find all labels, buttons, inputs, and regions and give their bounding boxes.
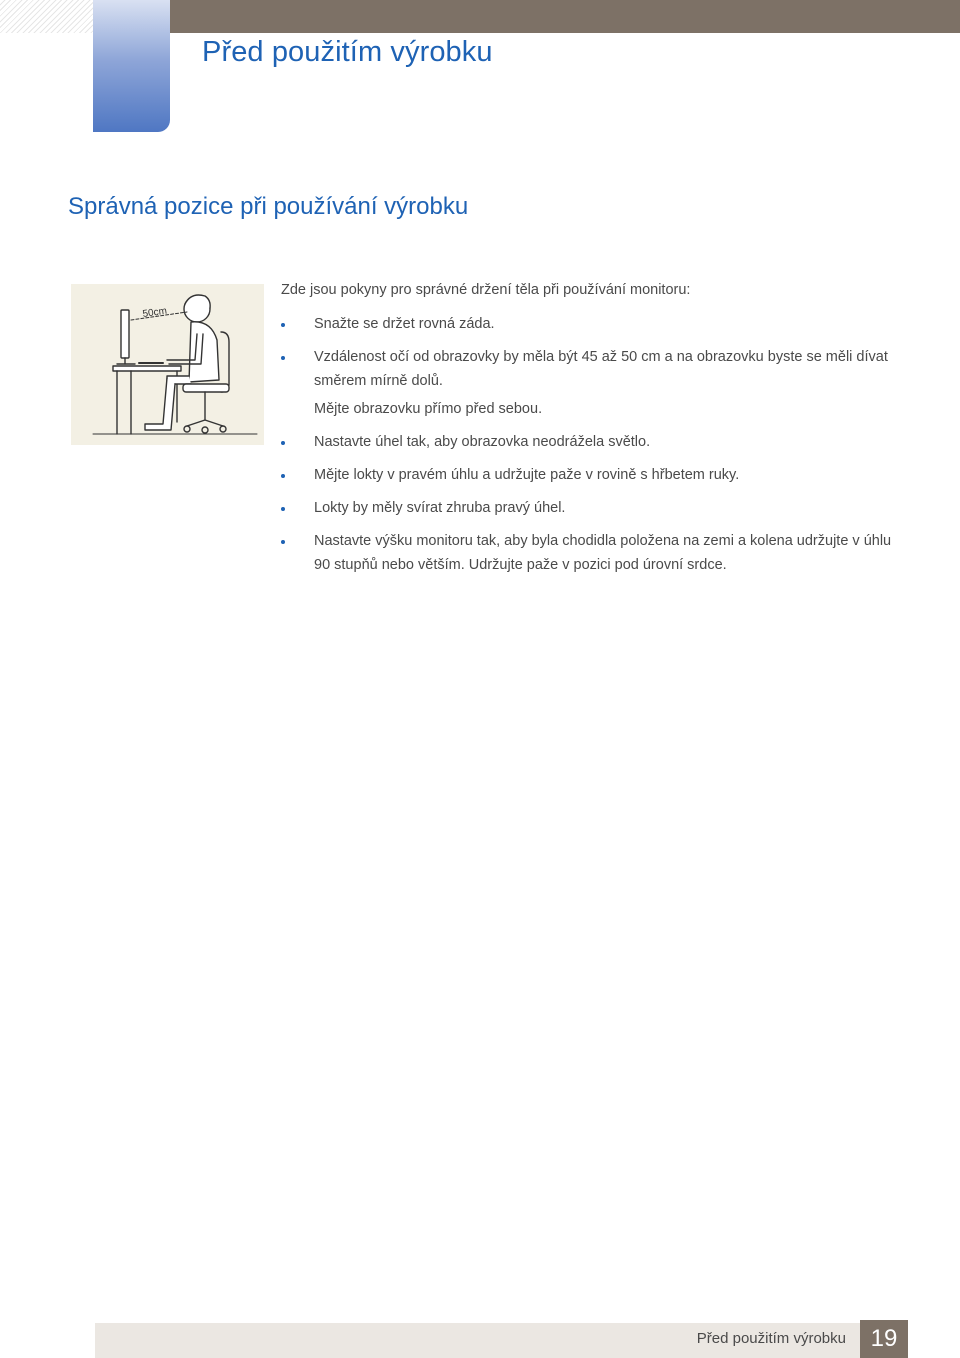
page-number: 19 bbox=[860, 1320, 908, 1358]
chapter-title: Před použitím výrobku bbox=[202, 36, 493, 68]
bullet-icon bbox=[281, 323, 285, 327]
bullet-icon bbox=[281, 441, 285, 445]
distance-label: 50cm bbox=[141, 305, 168, 320]
bullet-icon bbox=[281, 356, 285, 360]
list-item bbox=[281, 529, 901, 577]
chapter-tab bbox=[93, 0, 170, 132]
list-item bbox=[281, 463, 901, 487]
list-item bbox=[281, 345, 901, 393]
list-item bbox=[281, 496, 901, 520]
section-title: Správná pozice při používání výrobku bbox=[68, 193, 469, 220]
bullet-icon bbox=[281, 474, 285, 478]
list-item bbox=[281, 397, 901, 421]
posture-illustration bbox=[71, 284, 264, 445]
list-item bbox=[281, 312, 901, 336]
list-item-text: Nastavte úhel tak, aby obrazovka neodrážela světlo. bbox=[314, 434, 651, 450]
bullet-icon bbox=[281, 540, 285, 544]
person-at-monitor-drawing bbox=[71, 284, 264, 445]
header-hatch-pattern bbox=[0, 0, 93, 33]
list-item-text: Mějte lokty v pravém úhlu a udržujte paže v rovině s hřbetem ruky. bbox=[314, 467, 740, 483]
list-item-text: Nastavte výšku monitoru tak, aby byla chodidla položena na zemi a kolena udržujte v úhlu 90 stupňů nebo větším. Udržujte paže v pozici pod úrovní srdce. bbox=[314, 533, 892, 573]
list-item-text: Lokty by měly svírat zhruba pravý úhel. bbox=[314, 500, 566, 516]
header-bar bbox=[170, 0, 960, 33]
list-item-text: Vzdálenost očí od obrazovky by měla být 45 až 50 cm a na obrazovku byste se měli dívat směrem mírně dolů. bbox=[314, 349, 888, 389]
list-item-text: Mějte obrazovku přímo před sebou. bbox=[314, 401, 543, 417]
posture-list bbox=[281, 312, 901, 586]
intro-text: Zde jsou pokyny pro správné držení těla při používání monitoru: bbox=[281, 282, 691, 298]
bullet-icon bbox=[281, 507, 285, 511]
footer-chapter-label: Před použitím výrobku bbox=[696, 1330, 846, 1347]
list-item bbox=[281, 430, 901, 454]
list-item-text: Snažte se držet rovná záda. bbox=[314, 316, 495, 332]
